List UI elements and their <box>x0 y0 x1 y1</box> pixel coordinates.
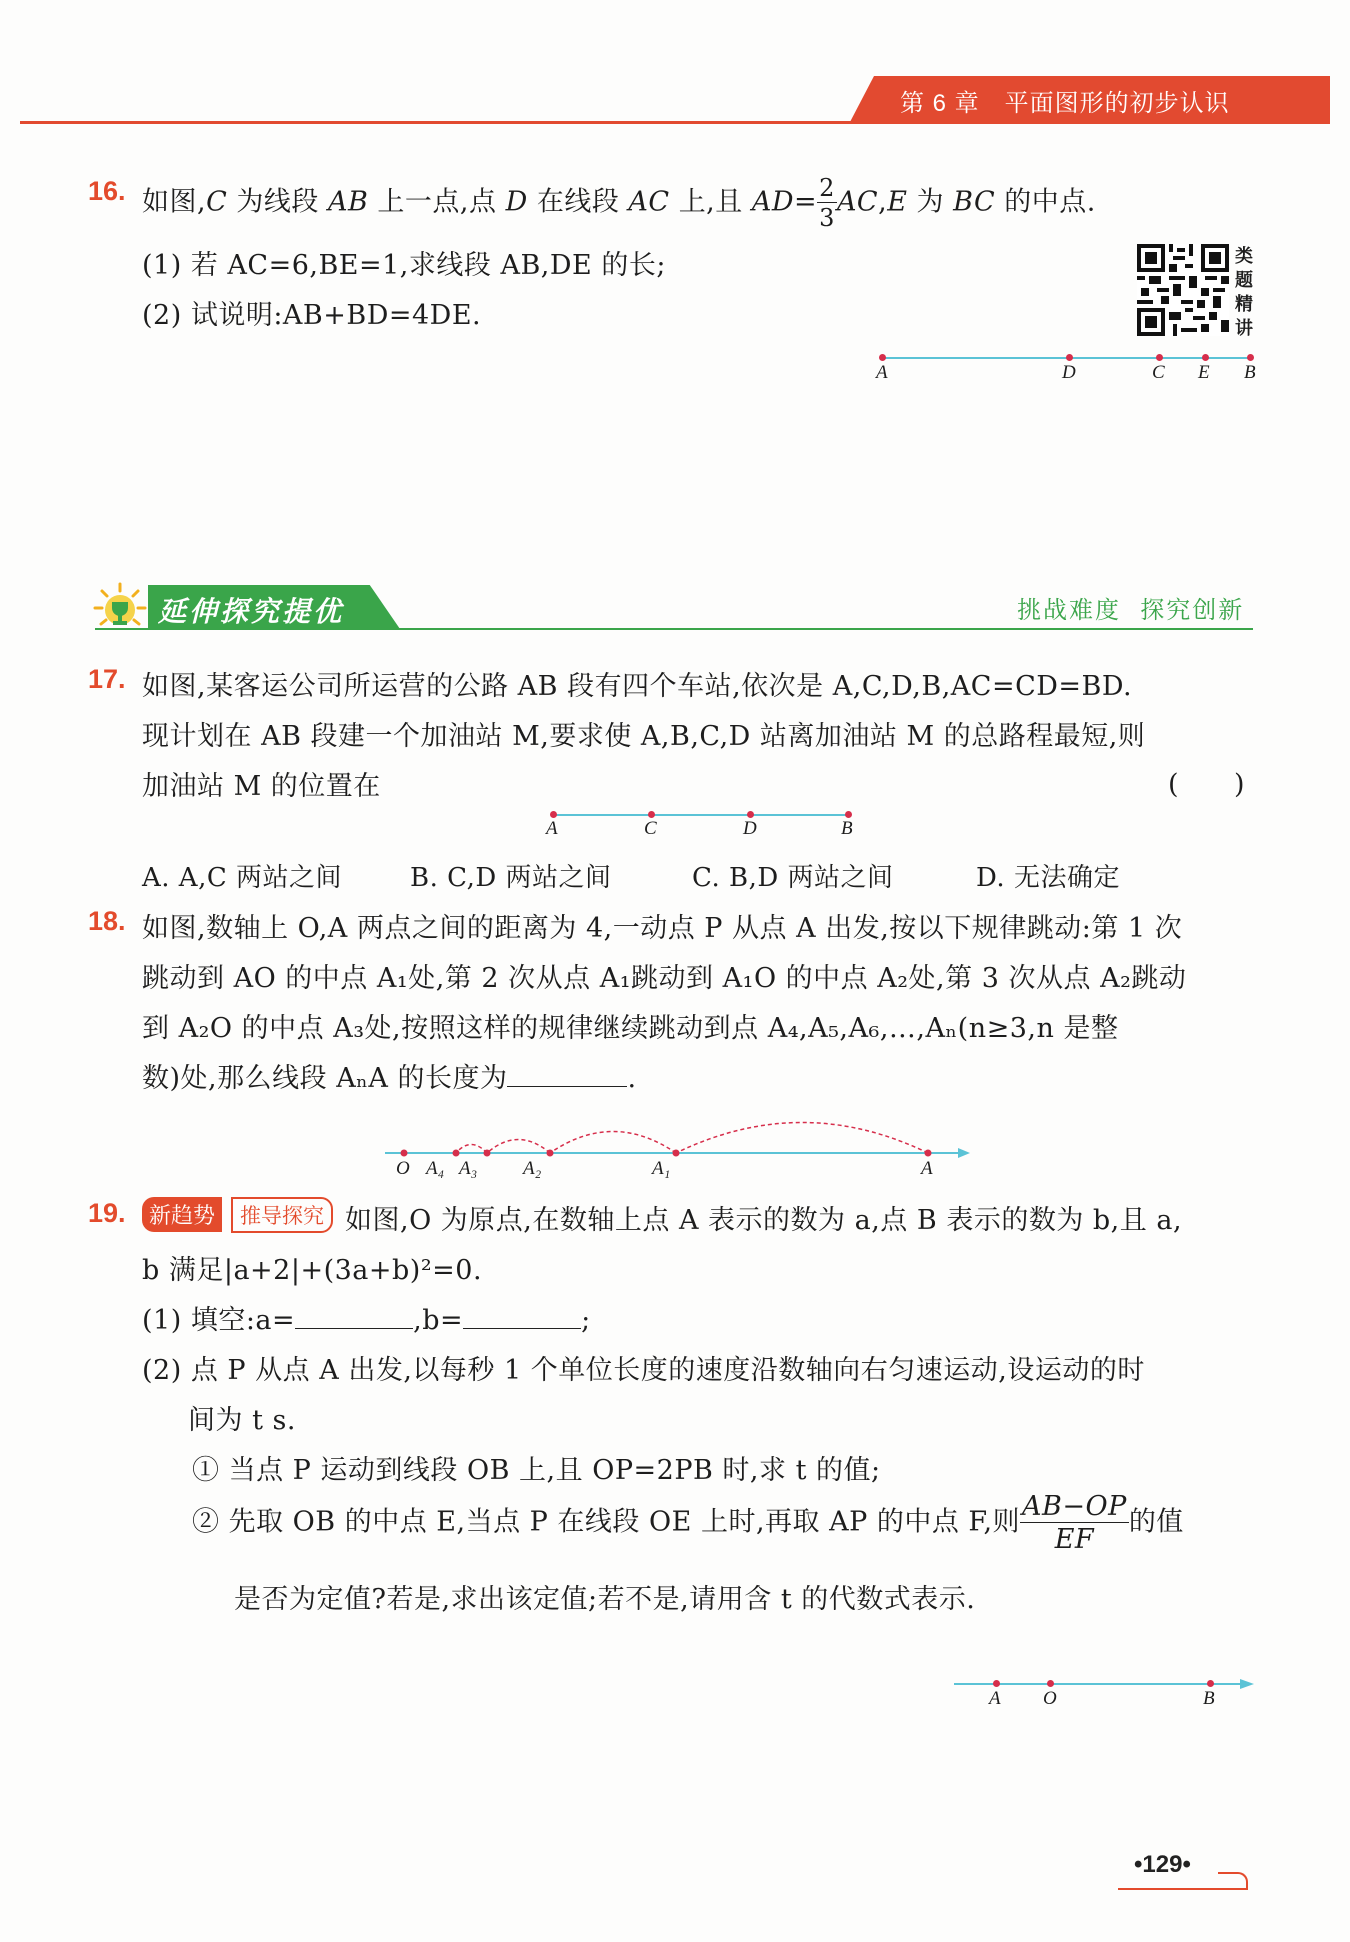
q19-label-a: A <box>989 1688 1001 1709</box>
q18-line3: 到 A₂O 的中点 A₃处,按照这样的规律继续跳动到点 A₄,A₅,A₆,…,Aₙ(n≥3,n 是整 <box>142 1013 1119 1044</box>
q17-label-d: D <box>743 818 757 839</box>
q18-answer-blank[interactable] <box>507 1060 627 1087</box>
q19-part2-line1: (2) 点 P 从点 A 出发,以每秒 1 个单位长度的速度沿数轴向右匀速运动,设运动的时 <box>142 1355 1145 1386</box>
qr-caption: 类 题 精 讲 <box>1235 246 1253 338</box>
q17-segment <box>553 814 849 816</box>
q16-label-e: E <box>1198 362 1210 383</box>
q17-answer-paren[interactable]: ( ) <box>1168 769 1246 800</box>
q19-sub2: ② 先取 OB 的中点 E,当点 P 在线段 OE 上时,再取 AP 的中点 F,则 $\frac{AB-OP}{EF}$ 的值 <box>192 1491 1184 1555</box>
q17-option-c[interactable]: C. B,D 两站之间 <box>692 863 894 893</box>
q18-line2: 跳动到 AO 的中点 A₁处,第 2 次从点 A₁跳动到 A₁O 的中点 A₂处,第 3 次从点 A₂跳动 <box>142 963 1187 994</box>
q19-sub2-line2: 是否为定值?若是,求出该定值;若不是,请用含 t 的代数式表示. <box>234 1584 976 1615</box>
q19-label-o: O <box>1043 1688 1057 1709</box>
q18-label-o: O <box>396 1158 410 1179</box>
q19-point-b <box>1207 1680 1214 1687</box>
q16-stem: 如图,C 为线段 AB 上一点,点 D 在线段 AC 上,且 AD= $\frac{2}{3}$ AC,E 为 BC 的中点. <box>142 174 1096 232</box>
section-title: 延伸探究提优 <box>158 596 345 627</box>
q18-label-a3: A₃ <box>459 1158 478 1179</box>
q18-line1: 如图,数轴上 O,A 两点之间的距离为 4,一动点 P 从点 A 出发,按以下规律跳动:第 1 次 <box>142 913 1183 944</box>
q18-label-a2: A₂ <box>523 1158 542 1179</box>
q17-line2: 现计划在 AB 段建一个加油站 M,要求使 A,B,C,D 站离加油站 M 的总路程最短,则 <box>142 721 1146 752</box>
q19-tag-derive: 推导探究 <box>231 1197 333 1233</box>
section-subtitle: 挑战难度 探究创新 <box>1017 596 1245 624</box>
q17-option-a[interactable]: A. A,C 两站之间 <box>142 863 343 893</box>
q17-label-a: A <box>546 818 558 839</box>
q19-label-b: B <box>1203 1688 1215 1709</box>
chapter-label: 第 6 章 平面图形的初步认识 <box>900 90 1230 117</box>
q19-blank-b[interactable] <box>463 1302 581 1329</box>
q17-point-c <box>648 811 655 818</box>
q19-tag-new-trend: 新趋势 <box>142 1197 222 1232</box>
q16-point-a <box>879 354 886 361</box>
q16-fraction: $\frac{2}{3}$ <box>819 174 835 232</box>
q19-arrow-icon <box>1240 1677 1254 1691</box>
q18-line4: 数)处,那么线段 AₙA 的长度为 . <box>142 1056 637 1095</box>
q17-point-b <box>845 811 852 818</box>
q16-label-c: C <box>1152 362 1165 383</box>
q16-label-b: B <box>1244 362 1256 383</box>
q17-label-c: C <box>644 818 657 839</box>
q18-label-a: A <box>921 1158 933 1179</box>
q17-option-d[interactable]: D. 无法确定 <box>976 863 1120 893</box>
trophy-icon <box>92 582 148 638</box>
q17-number: 17. <box>88 664 126 694</box>
q19-part2-line2: 间为 t s. <box>188 1405 296 1436</box>
q16-part2: (2) 试说明:AB+BD=4DE. <box>142 300 482 331</box>
q18-label-a1: A₁ <box>652 1158 671 1179</box>
q16-label-d: D <box>1062 362 1076 383</box>
q16-label-a: A <box>876 362 888 383</box>
q19-sub1: ① 当点 P 运动到线段 OB 上,且 OP=2PB 时,求 t 的值; <box>192 1455 881 1486</box>
q16-point-b <box>1247 354 1254 361</box>
q19-number: 19. <box>88 1198 126 1228</box>
page-corner-curve <box>1218 1872 1248 1890</box>
q16-point-c <box>1156 354 1163 361</box>
q17-point-d <box>747 811 754 818</box>
q19-point-a <box>993 1680 1000 1687</box>
q16-point-d <box>1066 354 1073 361</box>
q19-part1: (1) 填空:a= ,b= ; <box>142 1298 591 1337</box>
q17-line3: 加油站 M 的位置在 <box>142 771 381 802</box>
q17-option-b[interactable]: B. C,D 两站之间 <box>410 863 612 893</box>
q16-number: 16. <box>88 176 126 206</box>
q19-line2: b 满足|a+2|+(3a+b)²=0. <box>142 1255 483 1286</box>
q19-blank-a[interactable] <box>295 1302 413 1329</box>
q17-label-b: B <box>841 818 853 839</box>
q16-point-e <box>1202 354 1209 361</box>
q19-fraction: $\frac{AB-OP}{EF}$ <box>1022 1491 1127 1555</box>
qr-code-icon[interactable] <box>1137 244 1229 336</box>
q18-number: 18. <box>88 906 126 936</box>
q17-point-a <box>550 811 557 818</box>
q16-part1: (1) 若 AC=6,BE=1,求线段 AB,DE 的长; <box>142 250 666 281</box>
q19-point-o <box>1047 1680 1054 1687</box>
page-number: •129• <box>1134 1851 1191 1878</box>
q18-number-line <box>380 1100 980 1160</box>
q17-line1: 如图,某客运公司所运营的公路 AB 段有四个车站,依次是 A,C,D,B,AC=CD=BD. <box>142 671 1133 702</box>
q19-line1: 如图,O 为原点,在数轴上点 A 表示的数为 a,点 B 表示的数为 b,且 a, <box>345 1205 1183 1236</box>
q18-label-a4: A₄ <box>426 1158 445 1179</box>
